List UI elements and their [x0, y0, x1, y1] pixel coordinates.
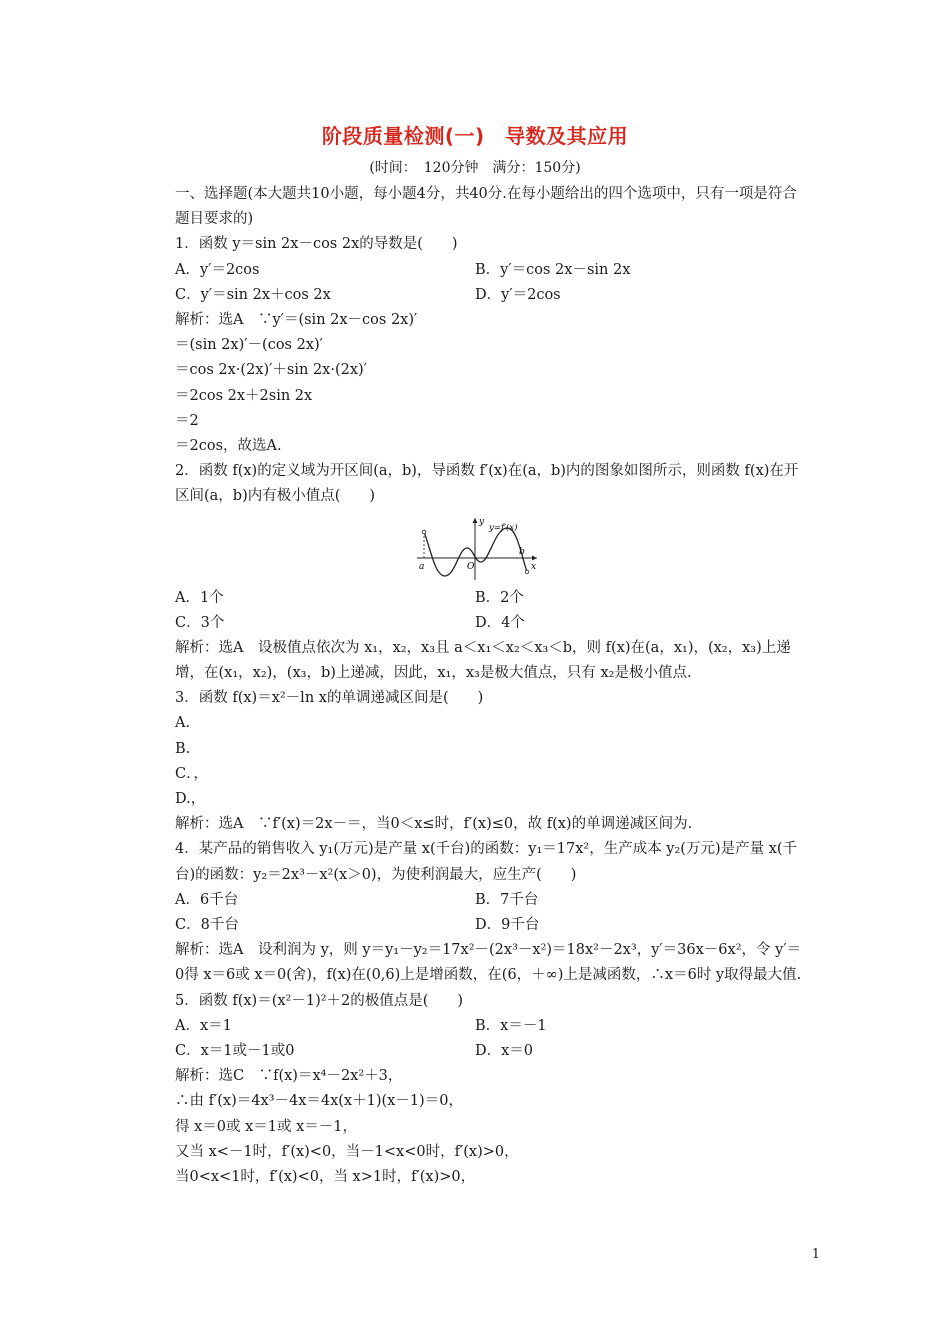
question-1-options-row-2 [145, 283, 810, 308]
x-axis-label: x [530, 561, 536, 572]
option-c: C．y′＝sin 2x＋cos 2x [175, 286, 331, 303]
option-b: B．x＝－1 [475, 1017, 547, 1034]
question-2-options-row-2 [145, 611, 810, 636]
solution-line: 解析：选C ∵f(x)＝x⁴－2x²＋3， [175, 1068, 403, 1085]
solution-line: 又当 x<－1时，f′(x)<0，当－1<x<0时，f′(x)>0， [175, 1143, 519, 1160]
question-2-solution: 解析：选A 设极值点依次为 x₁，x₂，x₃且 a＜x₁＜x₂＜x₃＜b，则 f(x)在(a，x₁)，(x₂，x₃)上递增，在(x₁，x₂)，(x₃，b)上递减，因此，x₁，x₃是极大值点，只有 x₂是极小值点. [175, 639, 791, 682]
option-a: A．1个 [175, 589, 224, 606]
option-d: D．y′＝2cos [475, 286, 561, 303]
solution-line: 得 x＝0或 x＝1或 x＝－1， [175, 1118, 358, 1135]
question-3-solution: 解析：选A ∵f′(x)＝2x－＝，当0＜x≤时，f′(x)≤0，故 f(x)的单调递减区间为. [175, 816, 693, 833]
option-b: B．7千台 [475, 891, 539, 908]
question-1-options-row-1 [145, 258, 810, 283]
question-1-stem: 1．函数 y＝sin 2x－cos 2x的导数是( ) [175, 236, 458, 253]
exam-content [145, 182, 810, 1190]
derivative-graph [413, 514, 543, 584]
question-4-options-row-1 [145, 888, 810, 913]
page-number: 1 [811, 1247, 820, 1262]
y-axis-label: y [478, 516, 484, 527]
section-intro: 一、选择题(本大题共10小题，每小题4分，共40分.在每小题给出的四个选项中，只有一项是符合题目要求的) [175, 186, 797, 228]
option-d: D.， [175, 791, 206, 808]
question-5-options-row-1 [145, 1014, 810, 1039]
solution-line: ＝2cos 2x＋2sin 2x [175, 387, 313, 404]
option-c: C．8千台 [175, 917, 239, 933]
option-b: B．2个 [475, 589, 524, 606]
solution-line: ＝(sin 2x)′－(cos 2x)′ [175, 337, 323, 354]
option-d: D．x＝0 [475, 1042, 534, 1059]
option-c: C．， [175, 765, 208, 782]
question-5-stem: 5．函数 f(x)＝(x²－1)²＋2的极值点是( ) [175, 992, 464, 1009]
solution-line: 当0<x<1时，f′(x)<0，当 x>1时，f′(x)>0， [175, 1168, 476, 1185]
solution-line: 解析：选A ∵y′＝(sin 2x－cos 2x)′ [175, 311, 418, 328]
solution-line: ＝2 [175, 412, 199, 429]
option-d: D．4个 [475, 614, 525, 631]
option-a: A．x＝1 [175, 1017, 232, 1034]
question-4-solution: 解析：选A 设利润为 y，则 y＝y₁－y₂＝17x²－(2x³－x²)＝18x²－2x³，y′＝36x－6x²，令 y′＝0得 x＝6或 x＝0(舍)，f(x)在(0,6)上是增函数，在(6，＋∞)上是减函数，∴x＝6时 y取得最大值. [175, 942, 802, 984]
question-2-stem: 2．函数 f(x)的定义域为开区间(a，b)，导函数 f′(x)在(a，b)内的图象如图所示，则函数 f(x)在开区间(a，b)内有极小值点( ) [175, 463, 799, 505]
solution-line: ＝cos 2x·(2x)′＋sin 2x·(2x)′ [175, 362, 367, 379]
option-b: B. [175, 740, 191, 757]
question-4-stem: 4．某产品的销售收入 y₁(万元)是产量 x(千台)的函数：y₁＝17x²，生产成本 y₂(万元)是产量 x(千台)的函数：y₂＝2x³－x²(x＞0)，为使利润最大，应生产( ) [175, 841, 798, 883]
option-d: D．9千台 [475, 917, 540, 933]
question-4-options-row-2 [145, 913, 810, 938]
question-2-options-row-1 [145, 586, 810, 611]
question-3-stem: 3．函数 f(x)＝x²－ln x的单调递减区间是( ) [175, 690, 484, 707]
option-a: A. [175, 715, 191, 732]
option-c: C．3个 [175, 614, 225, 631]
derivative-graph-figure [145, 514, 810, 584]
a-label: a [418, 561, 424, 572]
question-5-options-row-2 [145, 1039, 810, 1064]
function-label: y=f′(x) [488, 522, 517, 533]
option-b: B．y′＝cos 2x－sin 2x [475, 261, 631, 278]
b-label: b [518, 546, 525, 557]
solution-line: ＝2cos，故选A. [175, 437, 282, 454]
option-a: A．y′＝2cos [175, 261, 260, 278]
origin-label: O [466, 561, 474, 572]
exam-info: (时间： 120分钟 满分：150分) [369, 160, 581, 176]
option-a: A．6千台 [175, 891, 239, 908]
solution-line: ∴由 f′(x)＝4x³－4x＝4x(x＋1)(x－1)＝0， [175, 1093, 463, 1110]
option-c: C．x＝1或－1或0 [175, 1042, 295, 1059]
page-title: 阶段质量检测(一) 导数及其应用 [321, 124, 629, 148]
